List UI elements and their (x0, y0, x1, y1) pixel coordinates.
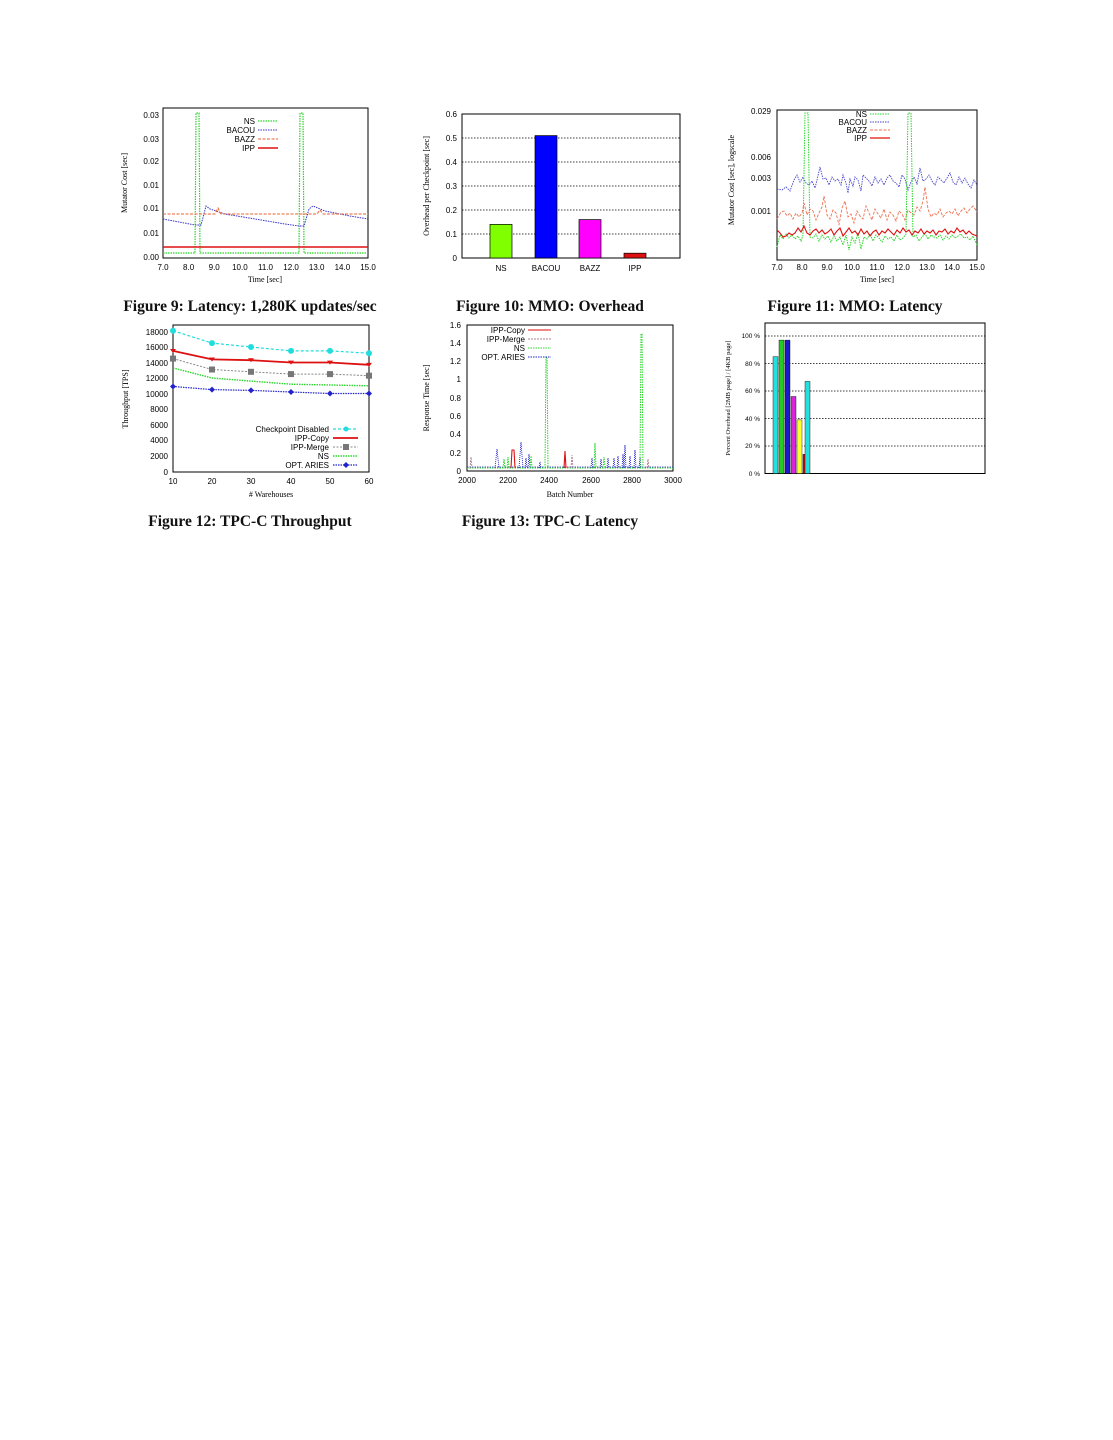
y-tick: 0.1 (445, 230, 457, 239)
legend-label: IPP-Copy (490, 326, 525, 335)
legend-label: BAZZ (234, 135, 255, 144)
x-tick: 2600 (582, 476, 600, 485)
legend-label: BACOU (838, 118, 867, 127)
y-tick: 0.003 (750, 174, 771, 183)
y-tick: 0.6 (449, 412, 461, 421)
y-tick: 0.5 (445, 134, 457, 143)
y-tick: 14000 (145, 359, 168, 368)
x-axis-label: Time [sec] (247, 275, 283, 284)
y-tick: 0.001 (750, 207, 771, 216)
x-tick: 40 (286, 477, 296, 486)
y-tick: 2000 (150, 452, 168, 461)
x-axis-label: Time [sec] (859, 275, 895, 284)
y-tick: 8000 (150, 405, 168, 414)
y-axis-label: Throughput [TPS] (121, 369, 130, 429)
figure-11 (722, 105, 987, 290)
legend-label: NS (317, 452, 329, 461)
x-axis-label: Batch Number (546, 490, 594, 499)
x-tick: 13.0 (919, 263, 935, 272)
y-tick: 18000 (145, 328, 168, 337)
legend-label: IPP (854, 134, 867, 143)
x-tick: 2200 (499, 476, 517, 485)
figure-9-caption: Figure 9: Latency: 1,280K updates/sec (123, 298, 377, 315)
legend-label: Checkpoint Disabled (255, 425, 329, 434)
x-tick: 2800 (623, 476, 641, 485)
y-tick: 0.00 (143, 253, 159, 262)
legend-label: IPP-Copy (294, 434, 329, 443)
y-tick: 0.03 (143, 111, 159, 120)
y-tick: 0.03 (143, 135, 159, 144)
y-tick: 60 % (745, 388, 760, 395)
bar-bacou (535, 136, 557, 258)
x-tick: 10.0 (232, 263, 248, 272)
y-tick: 0.02 (143, 157, 159, 166)
x-tick: 13.0 (308, 263, 325, 272)
legend-label: BAZZ (846, 126, 867, 135)
legend-label: IPP (242, 144, 255, 153)
y-tick: 0.4 (449, 430, 461, 439)
x-tick: 50 (325, 477, 335, 486)
y-tick: 1.6 (449, 321, 461, 330)
figure-12 (115, 322, 380, 507)
x-tick: 2000 (458, 476, 476, 485)
legend-label: OPT. ARIES (481, 353, 525, 362)
legend-label: NS (855, 110, 867, 119)
y-tick: 0.01 (143, 181, 159, 190)
y-tick: 0.4 (445, 158, 457, 167)
y-tick: 0.006 (750, 153, 771, 162)
y-tick: 1 (456, 375, 461, 384)
x-tick: 15.0 (360, 263, 376, 272)
x-tick: 20 (207, 477, 217, 486)
y-tick: 0.6 (445, 110, 457, 119)
x-tick: 10.0 (844, 263, 860, 272)
y-axis-label: Mutator Cost [sec] (120, 153, 129, 213)
y-tick: 0 (163, 468, 168, 477)
x-tick: IPP (628, 264, 642, 273)
y-tick: 12000 (145, 374, 168, 383)
legend-label: BACOU (226, 126, 255, 135)
y-tick: 4000 (150, 436, 168, 445)
y-axis-label: Response Time [sec] (422, 364, 431, 432)
y-tick: 0.3 (445, 182, 457, 191)
y-tick: 0.8 (449, 394, 461, 403)
x-tick: 2400 (540, 476, 558, 485)
legend-label: NS (513, 344, 525, 353)
legend-label: OPT. ARIES (285, 461, 329, 470)
x-tick: 7.0 (157, 263, 169, 272)
x-tick: 11.0 (869, 263, 885, 272)
y-tick: 0.01 (143, 204, 159, 213)
figure-10 (415, 105, 695, 280)
x-tick: BACOU (531, 264, 561, 273)
y-tick: 20 % (745, 443, 760, 450)
x-tick: 7.0 (771, 263, 783, 272)
x-tick: BAZZ (579, 264, 601, 273)
figure-10-caption: Figure 10: MMO: Overhead (456, 298, 644, 315)
bar-bazz (579, 220, 601, 258)
y-tick: 0.2 (445, 206, 457, 215)
y-axis-label: Percent Overhead [2MB page] / [4KB page] (725, 340, 732, 456)
y-tick: 1.2 (449, 357, 461, 366)
x-tick: 9.0 (208, 263, 220, 272)
x-tick: 14.0 (944, 263, 960, 272)
y-tick: 0.01 (143, 229, 159, 238)
y-tick: 100 % (741, 333, 760, 340)
y-tick: 0.029 (750, 107, 771, 116)
figure-12-caption: Figure 12: TPC-C Throughput (148, 513, 352, 530)
y-axis-label: Overhead per Checkpoint [sec] (422, 136, 431, 236)
x-tick: 11.0 (258, 263, 273, 272)
legend-label: IPP-Merge (290, 443, 329, 452)
figure-9 (115, 105, 380, 290)
figure-13-caption: Figure 13: TPC-C Latency (461, 513, 639, 530)
x-tick: 8.0 (796, 263, 808, 272)
x-tick: 12.0 (894, 263, 910, 272)
x-tick: NS (495, 264, 507, 273)
x-tick: 12.0 (283, 263, 299, 272)
y-tick: 0 (456, 467, 461, 476)
y-tick: 1.4 (449, 339, 461, 348)
x-tick: 3000 (664, 476, 682, 485)
y-tick: 10000 (145, 390, 168, 399)
x-tick: 15.0 (969, 263, 985, 272)
y-tick: 80 % (745, 361, 760, 368)
y-tick: 0 % (748, 471, 760, 478)
y-axis-label: Mutator Cost [sec], logscale (727, 134, 736, 226)
figure-14 (718, 318, 998, 503)
x-tick: 10 (168, 477, 178, 486)
y-tick: 0.2 (449, 449, 461, 458)
figure-11-caption: Figure 11: MMO: Latency (767, 298, 943, 315)
figure-13 (415, 320, 695, 505)
y-tick: 0 (452, 254, 457, 263)
bar-ns (490, 224, 512, 258)
x-tick: 8.0 (183, 263, 195, 272)
bar-ipp (624, 253, 646, 258)
x-tick: 9.0 (821, 263, 833, 272)
x-tick: 60 (364, 477, 374, 486)
x-tick: 30 (246, 477, 256, 486)
legend-label: IPP-Merge (486, 335, 525, 344)
x-axis-label: # Warehouses (248, 490, 294, 499)
y-tick: 40 % (745, 416, 760, 423)
y-tick: 16000 (145, 343, 168, 352)
x-tick: 14.0 (334, 263, 351, 272)
legend-label: NS (243, 117, 255, 126)
y-tick: 6000 (150, 421, 168, 430)
